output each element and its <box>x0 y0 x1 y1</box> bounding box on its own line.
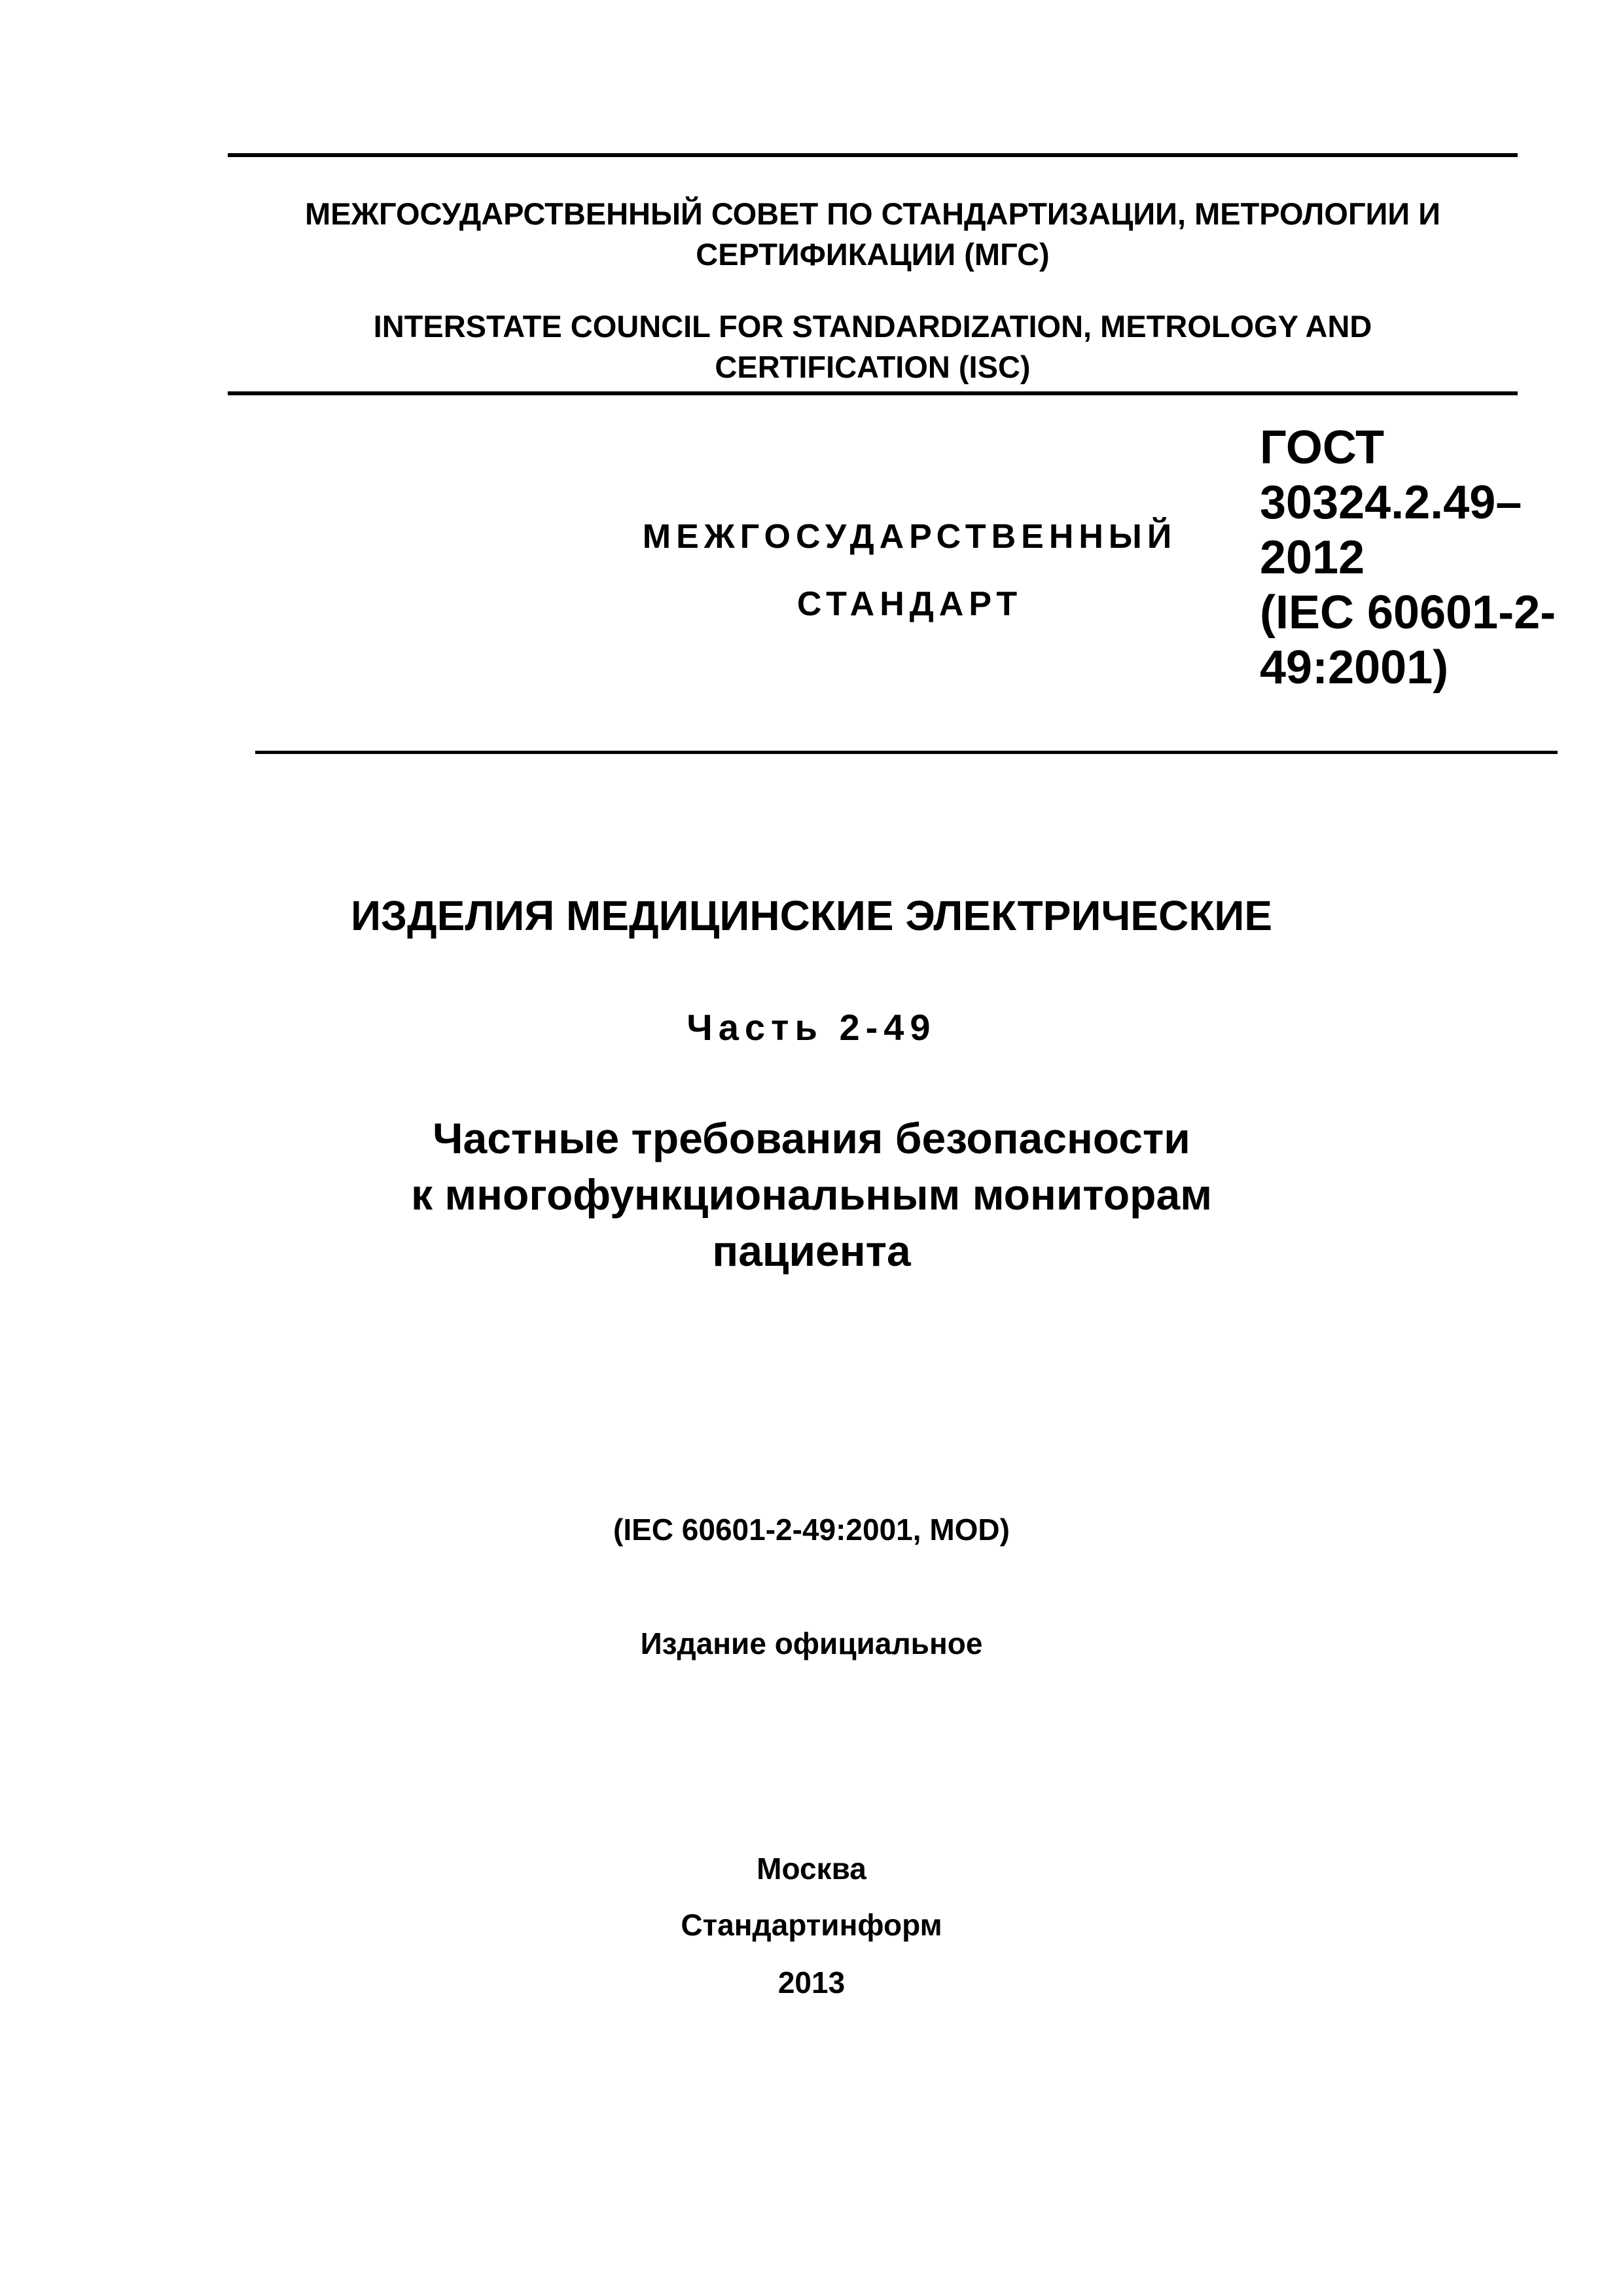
standard-number <box>1260 420 1600 695</box>
council-name-ru-line: СЕРТИФИКАЦИИ (МГС) <box>696 237 1050 272</box>
council-name-en <box>228 306 1518 387</box>
council-name-ru <box>228 194 1518 275</box>
publication-year: 2013 <box>777 1965 846 2000</box>
document-part: Часть 2-49 <box>687 1007 936 1048</box>
publisher-name: Стандартинформ <box>681 1908 942 1942</box>
standard-number-line: 49:2001) <box>1260 641 1449 694</box>
standard-number-line: (IEC 60601-2- <box>1260 586 1556 639</box>
council-name-en-line: INTERSTATE COUNCIL FOR STANDARDIZATION, METROLOGY AND <box>373 309 1372 344</box>
subtitle-line: Частные требования безопасности <box>433 1114 1190 1162</box>
standard-number-line: 2012 <box>1260 531 1365 584</box>
edition-label: Издание официальное <box>640 1626 983 1660</box>
header-divider <box>228 391 1518 395</box>
standard-type-line: МЕЖГОСУДАРСТВЕННЫЙ <box>642 518 1177 556</box>
subtitle-line: пациента <box>712 1227 911 1275</box>
document-title: ИЗДЕЛИЯ МЕДИЦИНСКИЕ ЭЛЕКТРИЧЕСКИЕ <box>350 892 1273 939</box>
iec-reference: (IEC 60601-2-49:2001, MOD) <box>613 1513 1010 1547</box>
standard-number-line: ГОСТ <box>1260 422 1385 474</box>
document-subtitle <box>196 1110 1427 1279</box>
standard-number-line: 30324.2.49– <box>1260 476 1522 529</box>
standard-type-line: СТАНДАРТ <box>796 585 1023 623</box>
council-name-en-line: CERTIFICATION (ISC) <box>715 350 1031 384</box>
top-divider <box>228 153 1518 157</box>
council-name-ru-line: МЕЖГОСУДАРСТВЕННЫЙ СОВЕТ ПО СТАНДАРТИЗАЦИИ, МЕТРОЛОГИИ И <box>305 196 1440 231</box>
subtitle-line: к многофункциональным мониторам <box>410 1170 1213 1219</box>
publication-city: Москва <box>757 1852 866 1886</box>
standard-divider <box>255 751 1558 754</box>
